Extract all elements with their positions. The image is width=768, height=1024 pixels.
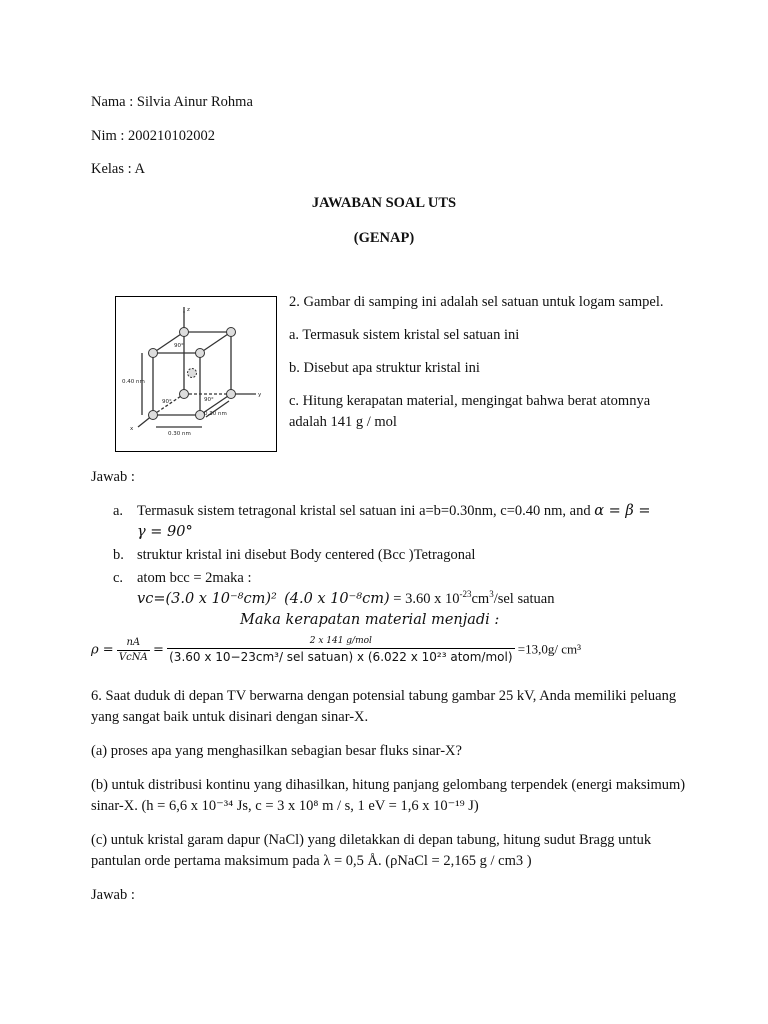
- doc-subtitle: (GENAP): [353, 230, 415, 246]
- fraction-1-num: nA: [117, 636, 150, 652]
- fraction-1-den: VcNA: [118, 652, 148, 664]
- answer-c-text: atom bcc = 2maka :: [137, 570, 252, 587]
- answer-a-text: Termasuk sistem tetragonal kristal sel satuan ini a=b=0.30nm, c=0.40 nm, and: [137, 503, 591, 519]
- axis-y: y: [258, 392, 262, 398]
- doc-title: JAWABAN SOAL UTS: [311, 195, 457, 211]
- answer-b-label: b.: [113, 547, 124, 564]
- fraction-2-den: (3.60 x 10−23cm³/ sel satuan) x (6.022 x 10²³ atom/mol): [169, 650, 513, 665]
- angle-2: 90°: [162, 399, 172, 405]
- answer-b: [113, 545, 673, 566]
- equals-sign: =: [152, 642, 164, 658]
- unit-cell-diagram: [116, 297, 276, 451]
- student-class: Kelas : A: [91, 161, 145, 177]
- question-6-intro: 6. Saat duduk di depan TV berwarna dengan potensial tabung gambar 25 kV, Anda memiliki peluang yang sangat baik untuk disinari dengan sinar-X.: [91, 688, 677, 726]
- density-formula: [91, 635, 581, 666]
- fraction-2: [167, 635, 514, 666]
- angle-1: 90°: [174, 343, 184, 349]
- maka-line: Maka kerapatan material menjadi :: [240, 612, 500, 629]
- question-2-b: b. Disebut apa struktur kristal ini: [289, 360, 480, 377]
- density-result: =13,0g/ cm³: [517, 641, 582, 657]
- angle-3: 90°: [204, 397, 214, 403]
- label-a: 0.30 nm: [168, 431, 191, 437]
- volume-lhs: vc=(3.0 x 10⁻⁸cm)²: [137, 591, 277, 608]
- question-6-c: (c) untuk kristal garam dapur (NaCl) yang diletakkan di depan tabung, hitung sudut Bragg untuk pantulan orde pertama maksimum pada λ = 0,5 Å. (ρNaCl = 2,165 g / cm3 ): [91, 832, 652, 870]
- jawab-label-2: Jawab :: [91, 887, 135, 904]
- volume-mid: (4.0 x 10⁻⁸cm): [284, 591, 390, 608]
- student-name: Nama : Silvia Ainur Rohma: [91, 94, 253, 110]
- question-2-intro: 2. Gambar di samping ini adalah sel satuan untuk logam sampel.: [289, 294, 664, 310]
- jawab-label-1: Jawab :: [91, 469, 135, 485]
- question-2-a: a. Termasuk sistem kristal sel satuan ini: [289, 327, 520, 344]
- answer-list: [113, 501, 673, 633]
- volume-tail: /sel satuan: [493, 591, 555, 608]
- fraction-2-num: 2 x 141 g/mol: [167, 635, 514, 649]
- volume-result: = 3.60 x 10: [393, 591, 460, 608]
- label-b: 0.30 nm: [204, 411, 227, 417]
- question-2: [289, 292, 689, 445]
- answer-c-label: c.: [113, 570, 124, 587]
- question-2-c: c. Hitung kerapatan material, mengingat bahwa berat atomnya adalah 141 g / mol: [289, 393, 651, 431]
- question-6: [91, 686, 691, 919]
- question-6-a: (a) proses apa yang menghasilkan sebagian besar fluks sinar-X?: [91, 743, 462, 760]
- answer-c: [113, 568, 673, 631]
- answer-a: [113, 501, 673, 543]
- answer-a-math2: γ = 90°: [137, 524, 193, 541]
- answer-a-math1: α = β =: [594, 503, 651, 519]
- axis-z: z: [187, 307, 190, 313]
- unit-cell-figure: [115, 296, 277, 452]
- fraction-1: [117, 636, 150, 666]
- rho-symbol: ρ =: [91, 642, 114, 658]
- volume-unit: cm: [471, 591, 490, 608]
- volume-exp: -23: [459, 589, 472, 600]
- question-6-b: (b) untuk distribusi kontinu yang dihasilkan, hitung panjang gelombang terpendek (energi maksimum) sinar-X. (h = 6,6 x 10⁻³⁴ Js, c = 3 x 10⁸ m / s, 1 eV = 1,6 x 10⁻¹⁹ J): [91, 777, 686, 815]
- label-c: 0.40 nm: [122, 379, 145, 385]
- axis-x: x: [130, 426, 134, 432]
- student-nim: Nim : 200210102002: [91, 128, 216, 144]
- volume-unit-exp: 3: [489, 589, 494, 600]
- answer-b-text: struktur kristal ini disebut Body centered (Bcc )Tetragonal: [137, 547, 476, 564]
- answer-a-label: a.: [113, 503, 124, 519]
